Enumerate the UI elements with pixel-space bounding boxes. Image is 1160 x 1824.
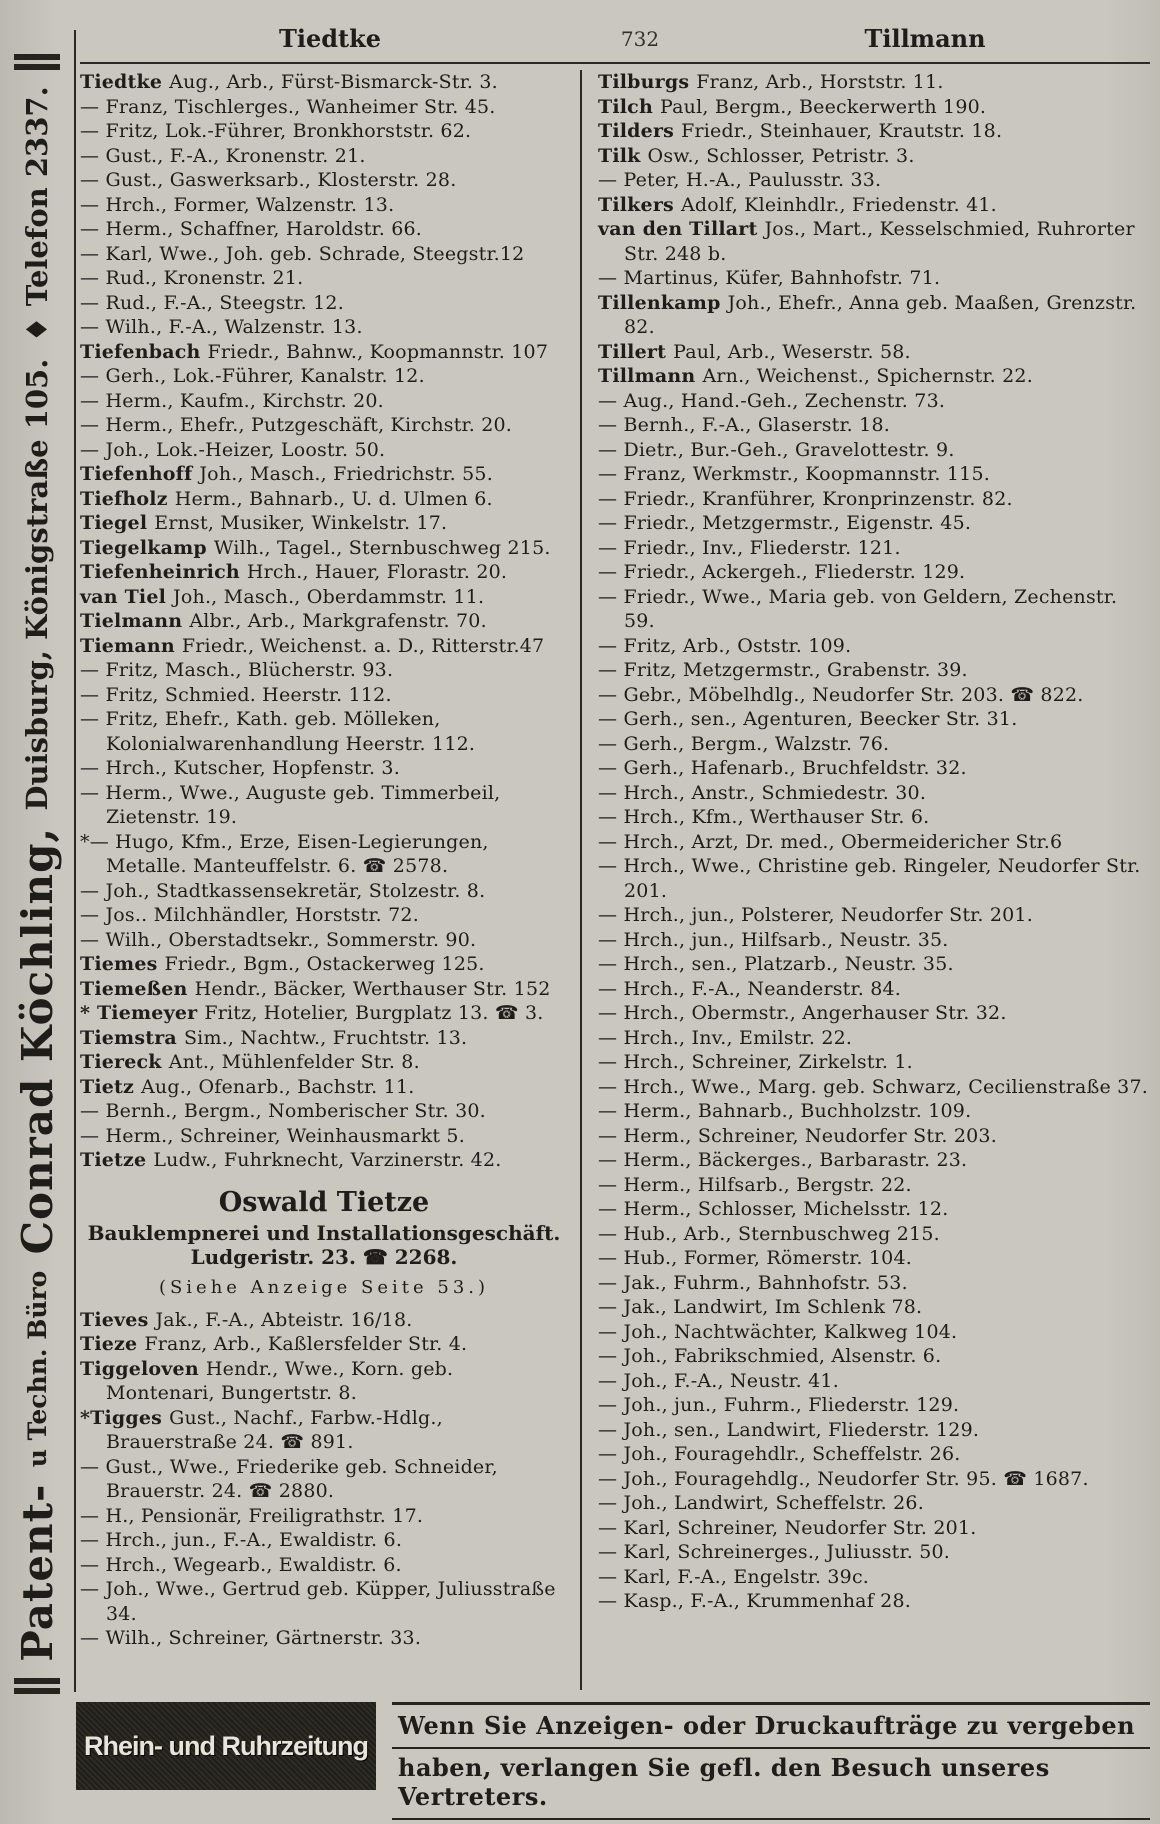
entry-details: — Hrch., Former, Walzenstr. 13. [80, 193, 395, 216]
entry-details: — Gerh., sen., Agenturen, Beecker Str. 31. [598, 708, 1018, 730]
directory-entry [80, 462, 568, 487]
directory-entry [598, 830, 1150, 855]
sidebar-ad-word: Conrad Köchling, [12, 826, 62, 1255]
bottom-ad-line-1: Wenn Sie Anzeigen- oder Druckaufträge zu vergeben [392, 1707, 1150, 1749]
entry-details: — Herm., Ehefr., Putzgeschäft, Kirchstr. 20. [80, 414, 513, 436]
ad-business-name: Oswald Tietze [218, 1186, 430, 1218]
directory-entry [80, 168, 568, 193]
directory-entry [598, 1271, 1150, 1296]
entry-details: — Hrch., Kutscher, Hopfenstr. 3. [80, 757, 400, 779]
directory-entry [598, 95, 1150, 120]
directory-entry [598, 1418, 1150, 1443]
entry-details: — Friedr., Kranführer, Kronprinzenstr. 82. [598, 487, 1013, 510]
entry-details: — Hrch., jun., F.-A., Ewaldistr. 6. [80, 1529, 403, 1551]
directory-entry [598, 438, 1150, 463]
entry-details: Jos., Mart., Kesselschmied, Ruhrorter Str. 248 b. [624, 218, 1135, 265]
entry-details: — Friedr., Wwe., Maria geb. von Geldern, Zechenstr. 59. [598, 585, 1118, 632]
entry-details: Ernst, Musiker, Winkelstr. 17. [154, 512, 448, 534]
entry-details: — Herm., Schreiner, Neudorfer Str. 203. [598, 1124, 997, 1147]
entry-details: — Joh., Wwe., Gertrud geb. Küpper, Juliusstraße 34. [80, 1578, 556, 1625]
directory-entry [598, 707, 1150, 732]
entry-details: Ludw., Fuhrknecht, Varzinerstr. 42. [153, 1149, 502, 1171]
entry-details: — Friedr., Ackergeh., Fliederstr. 129. [598, 561, 966, 583]
directory-entry [598, 756, 1150, 781]
directory-entry [598, 340, 1150, 365]
entry-details: — Jak., Landwirt, Im Schlenk 78. [598, 1296, 923, 1318]
entry-surname: Tiemstra [80, 1026, 177, 1049]
directory-entry [598, 634, 1150, 659]
entry-surname: Tilburgs [598, 71, 690, 93]
inline-display-ad [80, 1187, 568, 1298]
entry-surname: Tielmann [80, 610, 183, 632]
directory-entry [598, 683, 1150, 708]
entry-details: — Gebr., Möbelhdlg., Neudorfer Str. 203. ☎ 822. [598, 683, 1084, 706]
entry-details: Adolf, Kleinhdlr., Friedenstr. 41. [680, 193, 997, 216]
entry-details: — Franz, Werkmstr., Koopmannstr. 115. [598, 463, 991, 485]
directory-entry [80, 1001, 568, 1026]
entry-surname: * Tiemeyer [80, 1002, 198, 1024]
directory-entry [598, 585, 1150, 634]
directory-entry [80, 70, 568, 95]
entry-details: Fritz, Hotelier, Burgplatz 13. ☎ 3. [204, 1002, 544, 1024]
right-column [580, 70, 1150, 1690]
directory-entry [598, 144, 1150, 169]
entry-details: Osw., Schlosser, Petristr. 3. [647, 144, 915, 167]
directory-entry [80, 1528, 568, 1553]
entry-surname: Tilders [598, 120, 675, 142]
bottom-ad [76, 1702, 1150, 1820]
directory-entry [80, 119, 568, 144]
entry-details: Hrch., Hauer, Florastr. 20. [246, 561, 508, 583]
directory-entry [598, 560, 1150, 585]
directory-entry [80, 952, 568, 977]
ad-reference-line: (Siehe Anzeige Seite 53.) [158, 1276, 490, 1298]
directory-entry [80, 1626, 568, 1651]
entry-surname: Tillert [598, 340, 667, 363]
directory-entry [80, 487, 568, 512]
entry-surname: Tiefenheinrich [80, 561, 240, 583]
directory-entry [598, 1467, 1150, 1492]
directory-entry [598, 389, 1150, 414]
directory-entry [80, 217, 568, 242]
directory-entry [80, 585, 568, 610]
directory-entry [80, 830, 568, 879]
entry-details: Wilh., Tagel., Sternbuschweg 215. [213, 536, 551, 559]
entry-surname: Tieze [80, 1333, 138, 1355]
entry-details: Friedr., Bgm., Ostackerweg 125. [164, 953, 485, 975]
entry-surname: Tieves [80, 1308, 149, 1331]
entry-details: — Hrch., Kfm., Werthauser Str. 6. [598, 806, 930, 828]
directory-entry [598, 1099, 1150, 1124]
entry-details: — Hrch., sen., Platzarb., Neustr. 35. [598, 953, 954, 975]
directory-entry [598, 1442, 1150, 1467]
directory-entry [598, 903, 1150, 928]
left-column-entries-bottom [80, 1308, 568, 1651]
directory-entry [598, 928, 1150, 953]
entry-details: — Joh., Landwirt, Scheffelstr. 26. [598, 1492, 924, 1514]
entry-surname: van Tiel [80, 585, 167, 608]
entry-details: — Joh., F.-A., Neustr. 41. [598, 1369, 839, 1392]
directory-entry [80, 560, 568, 585]
directory-entry [80, 144, 568, 169]
entry-surname: Tiegel [80, 512, 148, 534]
entry-details: — Hrch., jun., Polsterer, Neudorfer Str. 201. [598, 904, 1033, 926]
entry-surname: Tilkers [598, 193, 674, 216]
entry-surname: Tillenkamp [598, 291, 721, 314]
directory-entry [598, 1050, 1150, 1075]
entry-details: Franz, Arb., Horststr. 11. [696, 71, 944, 93]
directory-entry [80, 1332, 568, 1357]
entry-details: Joh., Ehefr., Anna geb. Maaßen, Grenzstr. 82. [624, 291, 1137, 338]
entry-surname: Tiemes [80, 953, 158, 975]
entry-details: — Herm., Schlosser, Michelsstr. 12. [598, 1198, 949, 1220]
entry-details: — Hrch., Anstr., Schmiedestr. 30. [598, 781, 927, 804]
directory-entry [598, 1001, 1150, 1026]
entry-details: — Hrch., Arzt, Dr. med., Obermeidericher Str.6 [598, 830, 1063, 853]
directory-entry [80, 1553, 568, 1578]
directory-entry [598, 462, 1150, 487]
entry-details: — Hrch., jun., Hilfsarb., Neustr. 35. [598, 928, 949, 951]
directory-entry [80, 242, 568, 267]
entry-surname: Tiefenhoff [80, 463, 193, 485]
sidebar-ad-word: Duisburg, Königstraße 105. [20, 358, 54, 811]
directory-entry [598, 487, 1150, 512]
directory-entry [80, 511, 568, 536]
entry-details: — Joh., sen., Landwirt, Fliederstr. 129. [598, 1418, 980, 1441]
double-bar-icon [14, 54, 60, 70]
entry-details: — Joh., jun., Fuhrm., Fliederstr. 129. [598, 1394, 960, 1416]
directory-entry [80, 1455, 568, 1504]
directory-entry [598, 1246, 1150, 1271]
sidebar-ad [6, 54, 68, 1694]
directory-entry [598, 732, 1150, 757]
entry-details: — Friedr., Metzgermstr., Eigenstr. 45. [598, 512, 972, 534]
entry-details: — Joh., Nachtwächter, Kalkweg 104. [598, 1320, 958, 1343]
entry-details: — Joh., Fouragehdlg., Neudorfer Str. 95. ☎ 1687. [598, 1467, 1089, 1490]
entry-details: Friedr., Steinhauer, Krautstr. 18. [681, 120, 1003, 142]
entry-surname: Tiedtke [80, 71, 163, 93]
entry-details: — Peter, H.-A., Paulusstr. 33. [598, 169, 882, 191]
entry-details: Aug., Arb., Fürst-Bismarck-Str. 3. [169, 71, 498, 93]
directory-entry [598, 1026, 1150, 1051]
entry-details: — Joh., Stadtkassensekretär, Stolzestr. 8. [80, 879, 486, 902]
header-keyword-right: Tillmann [864, 24, 986, 53]
directory-entry [80, 1577, 568, 1626]
directory-entry [598, 977, 1150, 1002]
directory-entry [598, 1369, 1150, 1394]
entry-details: Paul, Arb., Weserstr. 58. [673, 340, 911, 363]
directory-entry [80, 977, 568, 1002]
entry-details: — Herm., Bahnarb., Buchholzstr. 109. [598, 1100, 972, 1122]
directory-entry [80, 291, 568, 316]
directory-entry [598, 658, 1150, 683]
directory-entry [80, 683, 568, 708]
directory-entry [80, 1148, 568, 1173]
directory-entry [80, 903, 568, 928]
directory-entry [80, 438, 568, 463]
directory-entry [598, 1344, 1150, 1369]
entry-details: — Martinus, Küfer, Bahnhofstr. 71. [598, 267, 941, 289]
entry-details: — Jak., Fuhrm., Bahnhofstr. 53. [598, 1271, 908, 1294]
directory-entry [598, 193, 1150, 218]
entry-details: — Gerh., Hafenarb., Bruchfeldstr. 32. [598, 757, 967, 779]
entry-surname: Tiggeloven [80, 1357, 199, 1380]
directory-entry [598, 511, 1150, 536]
entry-details: — Joh., Fouragehdlr., Scheffelstr. 26. [598, 1443, 961, 1465]
directory-entry [598, 413, 1150, 438]
directory-entry [598, 1565, 1150, 1590]
entry-details: — Wilh., Oberstadtsekr., Sommerstr. 90. [80, 928, 477, 951]
directory-entry [80, 1308, 568, 1333]
entry-details: Aug., Ofenarb., Bachstr. 11. [141, 1075, 415, 1098]
entry-details: — Fritz, Schmied. Heerstr. 112. [80, 683, 392, 706]
entry-surname: Tietz [80, 1075, 135, 1098]
entry-surname: Tiemeßen [80, 977, 188, 1000]
entry-details: Arn., Weichenst., Spichernstr. 22. [702, 365, 1033, 387]
entry-details: — Rud., Kronenstr. 21. [80, 267, 304, 289]
entry-details: — Hrch., Inv., Emilstr. 22. [598, 1026, 853, 1049]
left-column-entries-top [80, 70, 568, 1173]
directory-entry [598, 1295, 1150, 1320]
entry-details: Jak., F.-A., Abteistr. 16/18. [155, 1308, 413, 1331]
entry-surname: Tilk [598, 144, 641, 167]
directory-entry [598, 952, 1150, 977]
entry-details: — Gust., Gaswerksarb., Klosterstr. 28. [80, 169, 457, 191]
directory-entry [80, 1124, 568, 1149]
directory-entry [80, 658, 568, 683]
directory-entry [598, 1516, 1150, 1541]
entry-details: — Herm., Schaffner, Haroldstr. 66. [80, 218, 423, 240]
entry-details: Friedr., Weichenst. a. D., Ritterstr.47 [181, 634, 545, 657]
entry-details: Sim., Nachtw., Fruchtstr. 13. [183, 1026, 468, 1049]
entry-details: Hendr., Wwe., Korn. geb. Montenari, Bungertstr. 8. [106, 1357, 454, 1404]
entry-details: — Herm., Kaufm., Kirchstr. 20. [80, 389, 384, 412]
entry-details: — Fritz, Ehefr., Kath. geb. Mölleken, Kolonialwarenhandlung Heerstr. 112. [80, 708, 476, 755]
directory-entry [80, 879, 568, 904]
entry-surname: Tiefenbach [80, 340, 201, 363]
entry-details: — Fritz, Masch., Blücherstr. 93. [80, 659, 394, 681]
directory-entry [80, 1050, 568, 1075]
directory-entry [80, 634, 568, 659]
sidebar-ad-word: ♦ Telefon 2337. [20, 86, 54, 343]
entry-details: — Dietr., Bur.-Geh., Gravelottestr. 9. [598, 438, 955, 461]
entry-surname: Tillmann [598, 365, 696, 387]
directory-entry [598, 536, 1150, 561]
entry-surname: *Tigges [80, 1406, 163, 1429]
entry-details: — Bernh., F.-A., Glaserstr. 18. [598, 414, 890, 436]
entry-details: — Hub., Former, Römerstr. 104. [598, 1247, 912, 1269]
directory-entry [80, 536, 568, 561]
entry-details: — Joh., Lok.-Heizer, Loostr. 50. [80, 438, 386, 461]
directory-entry [598, 1148, 1150, 1173]
directory-entry [80, 389, 568, 414]
entry-details: — Herm., Wwe., Auguste geb. Timmerbeil, Zietenstr. 19. [80, 781, 501, 828]
entry-details: Joh., Masch., Friedrichstr. 55. [199, 463, 493, 485]
entry-details: — Hrch., F.-A., Neanderstr. 84. [598, 977, 902, 1000]
entry-details: — Hrch., Wegearb., Ewaldistr. 6. [80, 1553, 402, 1576]
directory-entry [598, 1320, 1150, 1345]
entry-details: — H., Pensionär, Freiligrathstr. 17. [80, 1504, 424, 1527]
entry-details: — Rud., F.-A., Steegstr. 12. [80, 291, 344, 314]
entry-details: Albr., Arb., Markgrafenstr. 70. [189, 610, 487, 632]
directory-entry [598, 70, 1150, 95]
directory-entry [598, 119, 1150, 144]
sidebar-ad-word: Patent- [12, 1483, 62, 1662]
entry-details: *— Hugo, Kfm., Erze, Eisen-Legierungen, Metalle. Manteuffelstr. 6. ☎ 2578. [80, 830, 489, 877]
entry-details: — Hrch., Obermstr., Angerhauser Str. 32. [598, 1002, 1007, 1024]
sidebar-ad-word: u Techn. Büro [22, 1270, 52, 1468]
entry-details: — Wilh., Schreiner, Gärtnerstr. 33. [80, 1627, 422, 1649]
entry-details: Paul, Bergm., Beeckerwerth 190. [659, 95, 987, 118]
directory-entry [598, 266, 1150, 291]
entry-surname: Tiemann [80, 634, 175, 657]
directory-entry [598, 1197, 1150, 1222]
entry-details: — Hrch., Wwe., Christine geb. Ringeler, Neudorfer Str. 201. [598, 855, 1141, 902]
entry-details: — Hub., Arb., Sternbuschweg 215. [598, 1222, 940, 1245]
entry-details: — Wilh., F.-A., Walzenstr. 13. [80, 316, 363, 338]
newspaper-logo: Rhein- und Ruhrzeitung [76, 1702, 376, 1790]
entry-details: — Gust., F.-A., Kronenstr. 21. [80, 144, 366, 167]
directory-entry [80, 413, 568, 438]
directory-entry [598, 1589, 1150, 1614]
directory-entry [598, 1075, 1150, 1100]
entry-details: — Karl, Schreinerges., Juliusstr. 50. [598, 1541, 951, 1563]
ad-trade-line: Bauklempnerei und Installationsgeschäft. [87, 1220, 561, 1245]
entry-details: Ant., Mühlenfelder Str. 8. [168, 1051, 420, 1073]
entry-details: Franz, Arb., Kaßlersfelder Str. 4. [144, 1333, 468, 1355]
entry-details: — Friedr., Inv., Fliederstr. 121. [598, 536, 901, 559]
entry-surname: Tilch [598, 95, 653, 118]
bottom-ad-line-2: haben, verlangen Sie gefl. den Besuch unseres Vertreters. [392, 1749, 1150, 1820]
directory-entry [80, 707, 568, 756]
directory-entry [80, 95, 568, 120]
directory-entry [80, 756, 568, 781]
directory-entry [80, 266, 568, 291]
entry-details: — Gerh., Lok.-Führer, Kanalstr. 12. [80, 365, 425, 387]
entry-details: — Fritz, Arb., Oststr. 109. [598, 634, 852, 657]
entry-details: — Herm., Hilfsarb., Bergstr. 22. [598, 1173, 912, 1196]
directory-entry [598, 291, 1150, 340]
entry-details: — Fritz, Lok.-Führer, Bronkhorststr. 62. [80, 120, 472, 142]
directory-entry [598, 1222, 1150, 1247]
entry-details: — Kasp., F.-A., Krummenhaf 28. [598, 1590, 911, 1612]
entry-surname: Tiefholz [80, 487, 168, 510]
entry-details: — Jos.. Milchhändler, Horststr. 72. [80, 904, 419, 926]
entry-details: Herm., Bahnarb., U. d. Ulmen 6. [174, 487, 493, 510]
entry-details: — Herm., Schreiner, Weinhausmarkt 5. [80, 1124, 465, 1147]
directory-entry [80, 1406, 568, 1455]
directory-entry [80, 364, 568, 389]
directory-entry [80, 1099, 568, 1124]
directory-entry [598, 781, 1150, 806]
directory-entry [80, 781, 568, 830]
entry-details: — Karl, F.-A., Engelstr. 39c. [598, 1565, 870, 1588]
entry-surname: Tietze [80, 1149, 147, 1171]
directory-entry [80, 315, 568, 340]
header-keyword-left: Tiedtke [278, 24, 381, 53]
entry-details: — Gust., Wwe., Friederike geb. Schneider, Brauerstr. 24. ☎ 2880. [80, 1455, 498, 1502]
bottom-ad-text [392, 1702, 1150, 1820]
directory-entry [598, 1124, 1150, 1149]
ad-address-line: Ludgeristr. 23. ☎ 2268. [190, 1244, 458, 1269]
directory-entry [80, 928, 568, 953]
directory-entry [80, 609, 568, 634]
entry-details: — Joh., Fabrikschmied, Alsenstr. 6. [598, 1345, 942, 1367]
directory-entry [80, 1075, 568, 1100]
directory-entry [598, 1491, 1150, 1516]
directory-entry [598, 1393, 1150, 1418]
sidebar-divider-rule [74, 30, 76, 1692]
entry-surname: Tiegelkamp [80, 536, 207, 559]
entry-details: Hendr., Bäcker, Werthauser Str. 152 [194, 977, 551, 1000]
directory-entry [80, 1026, 568, 1051]
entry-details: — Fritz, Metzgermstr., Grabenstr. 39. [598, 659, 968, 681]
entry-details: — Franz, Tischlerges., Wanheimer Str. 45. [80, 95, 496, 118]
directory-entry [598, 854, 1150, 903]
entry-details: — Hrch., Schreiner, Zirkelstr. 1. [598, 1051, 913, 1073]
entry-details: Joh., Masch., Oberdammstr. 11. [173, 585, 485, 608]
entry-surname: Tiereck [80, 1051, 162, 1073]
entry-details: — Aug., Hand.-Geh., Zechenstr. 73. [598, 389, 946, 412]
page-header [80, 24, 1150, 64]
directory-entry [80, 193, 568, 218]
directory-entry [80, 1504, 568, 1529]
directory-entry [80, 340, 568, 365]
directory-entry [598, 1540, 1150, 1565]
entry-details: — Karl, Schreiner, Neudorfer Str. 201. [598, 1516, 977, 1539]
page-number: 732 [620, 27, 660, 51]
directory-entry [598, 217, 1150, 266]
directory-entry [598, 168, 1150, 193]
entry-details: — Hrch., Wwe., Marg. geb. Schwarz, Cecilienstraße 37. [598, 1075, 1148, 1098]
left-column [80, 70, 580, 1690]
directory-entry [80, 1357, 568, 1406]
entry-surname: van den Tillart [598, 218, 758, 240]
entry-details: — Herm., Bäckerges., Barbarastr. 23. [598, 1149, 968, 1171]
entry-details: — Bernh., Bergm., Nomberischer Str. 30. [80, 1100, 486, 1122]
directory-entry [598, 364, 1150, 389]
directory-entry [598, 805, 1150, 830]
directory-body [80, 70, 1150, 1690]
entry-details: — Karl, Wwe., Joh. geb. Schrade, Steegstr.12 [80, 242, 525, 265]
directory-entry [598, 1173, 1150, 1198]
entry-details: — Gerh., Bergm., Walzstr. 76. [598, 732, 890, 755]
entry-details: Gust., Nachf., Farbw.-Hdlg., Brauerstraße 24. ☎ 891. [106, 1406, 443, 1453]
double-bar-icon [14, 1678, 60, 1694]
entry-details: Friedr., Bahnw., Koopmannstr. 107 [207, 340, 549, 363]
